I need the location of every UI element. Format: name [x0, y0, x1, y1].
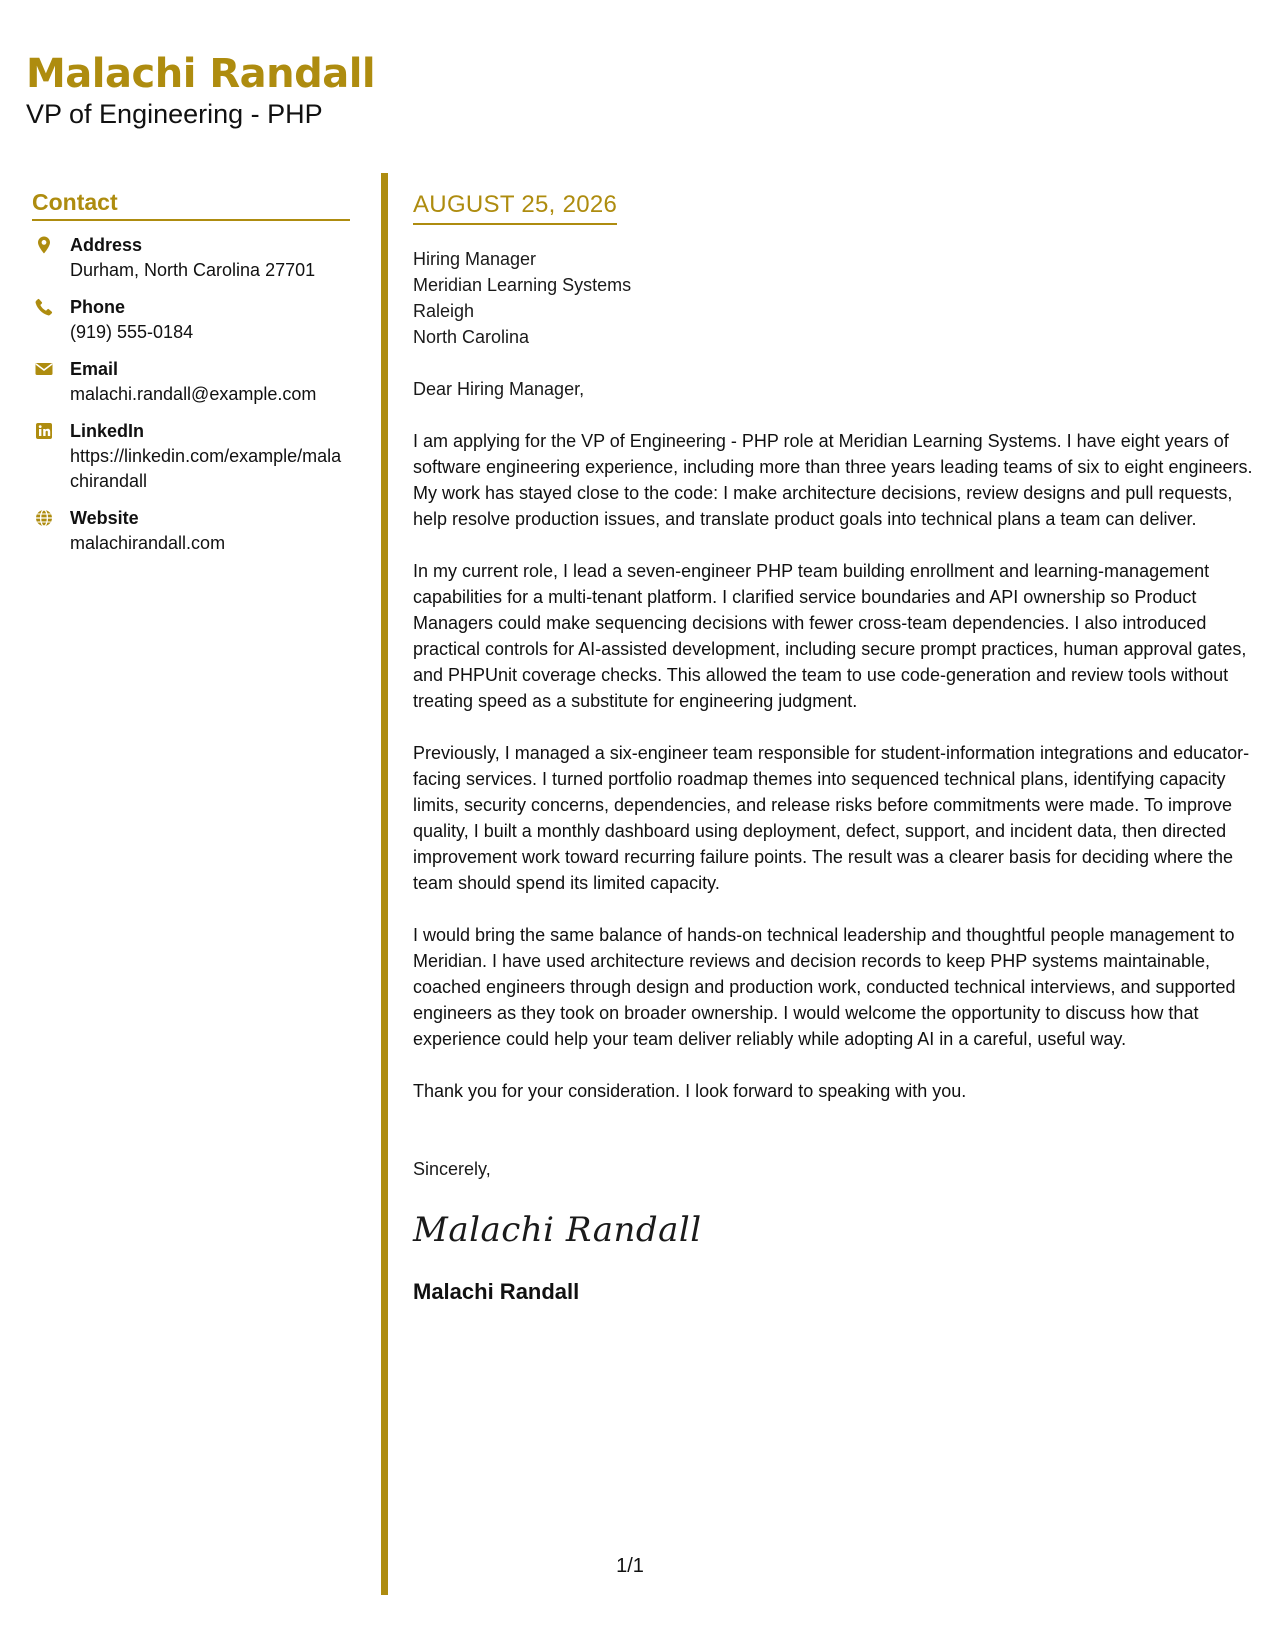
contact-label: Email	[70, 359, 119, 379]
letter-paragraph: In my current role, I lead a seven-engineer PHP team building enrollment and learning-management capabilities for a multi-tenant platform. I clarified service boundaries and API ownership so Product Managers could make sequencing decisions with fewer cross-team dependencies. I also introduced practical controls for AI-assisted development, including secure prompt practices, human approval gates, and PHPUnit coverage checks. This allowed the team to use code-generation and review tools without treating speed as a substitute for engineering judgment.	[413, 561, 1247, 711]
recipient-line: Meridian Learning Systems	[413, 275, 632, 295]
recipient-block	[413, 246, 1255, 350]
globe-icon	[34, 508, 54, 528]
contact-item-linkedin	[32, 419, 350, 494]
phone-value[interactable]: (919) 555-0184	[70, 322, 194, 342]
vertical-divider	[381, 173, 388, 1595]
contact-label: LinkedIn	[70, 421, 145, 441]
contact-label: Address	[70, 235, 143, 255]
closing: Sincerely,	[413, 1159, 491, 1179]
contact-list	[32, 233, 350, 556]
contact-heading: Contact	[32, 188, 350, 221]
letter-paragraph: Previously, I managed a six-engineer team responsible for student-information integrations and educator-facing services. I turned portfolio roadmap themes into sequenced technical plans, identifying capacity limits, security concerns, dependencies, and release risks before commitments were made. To improve quality, I built a monthly dashboard using deployment, defect, support, and incident data, then directed improvement work toward recurring failure points. The result was a clearer basis for deciding where the team should spend its limited capacity.	[413, 743, 1250, 893]
address-value: Durham, North Carolina 27701	[70, 260, 316, 280]
handwritten-signature: Malachi Randall	[413, 1210, 702, 1250]
envelope-icon	[34, 359, 54, 379]
signed-name: Malachi Randall	[413, 1279, 580, 1304]
applicant-name: Malachi Randall	[26, 51, 376, 97]
email-value[interactable]: malachi.randall@example.com	[70, 384, 317, 404]
letter-paragraph: Thank you for your consideration. I look forward to speaking with you.	[413, 1081, 967, 1101]
map-pin-icon	[34, 235, 54, 255]
page-number: 1/1	[616, 1555, 644, 1577]
contact-sidebar	[32, 188, 350, 568]
letter-paragraph: I am applying for the VP of Engineering - PHP role at Meridian Learning Systems. I have eight years of software engineering experience, including more than three years leading teams of six to eight engineers. My work has stayed close to the code: I make architecture decisions, review designs and pull requests, help resolve production issues, and translate product goals into technical plans a team can deliver.	[413, 431, 1253, 529]
website-value[interactable]: malachirandall.com	[70, 533, 226, 553]
letter-paragraph: I would bring the same balance of hands-on technical leadership and thoughtful people management to Meridian. I have used architecture reviews and decision records to keep PHP systems maintainable, coached engineers through design and production work, conducted technical interviews, and supported engineers as they took on broader ownership. I would welcome the opportunity to discuss how that experience could help your team deliver reliably while adopting AI in a careful, useful way.	[413, 925, 1236, 1049]
linkedin-value[interactable]: https://linkedin.com/example/malachirandall	[70, 446, 342, 491]
phone-icon	[34, 297, 54, 317]
contact-label: Phone	[70, 297, 126, 317]
contact-item-phone	[32, 295, 350, 345]
letter-date: AUGUST 25, 2026	[413, 190, 617, 225]
salutation: Dear Hiring Manager,	[413, 379, 585, 399]
recipient-line: North Carolina	[413, 327, 530, 347]
resume-header	[26, 50, 375, 130]
letter-body	[413, 190, 1255, 1306]
job-title: VP of Engineering - PHP	[26, 99, 323, 129]
contact-item-website	[32, 506, 350, 556]
recipient-line: Raleigh	[413, 301, 475, 321]
linkedin-icon	[34, 421, 54, 441]
recipient-line: Hiring Manager	[413, 249, 537, 269]
contact-label: Website	[70, 508, 139, 528]
contact-item-address	[32, 233, 350, 283]
contact-item-email	[32, 357, 350, 407]
